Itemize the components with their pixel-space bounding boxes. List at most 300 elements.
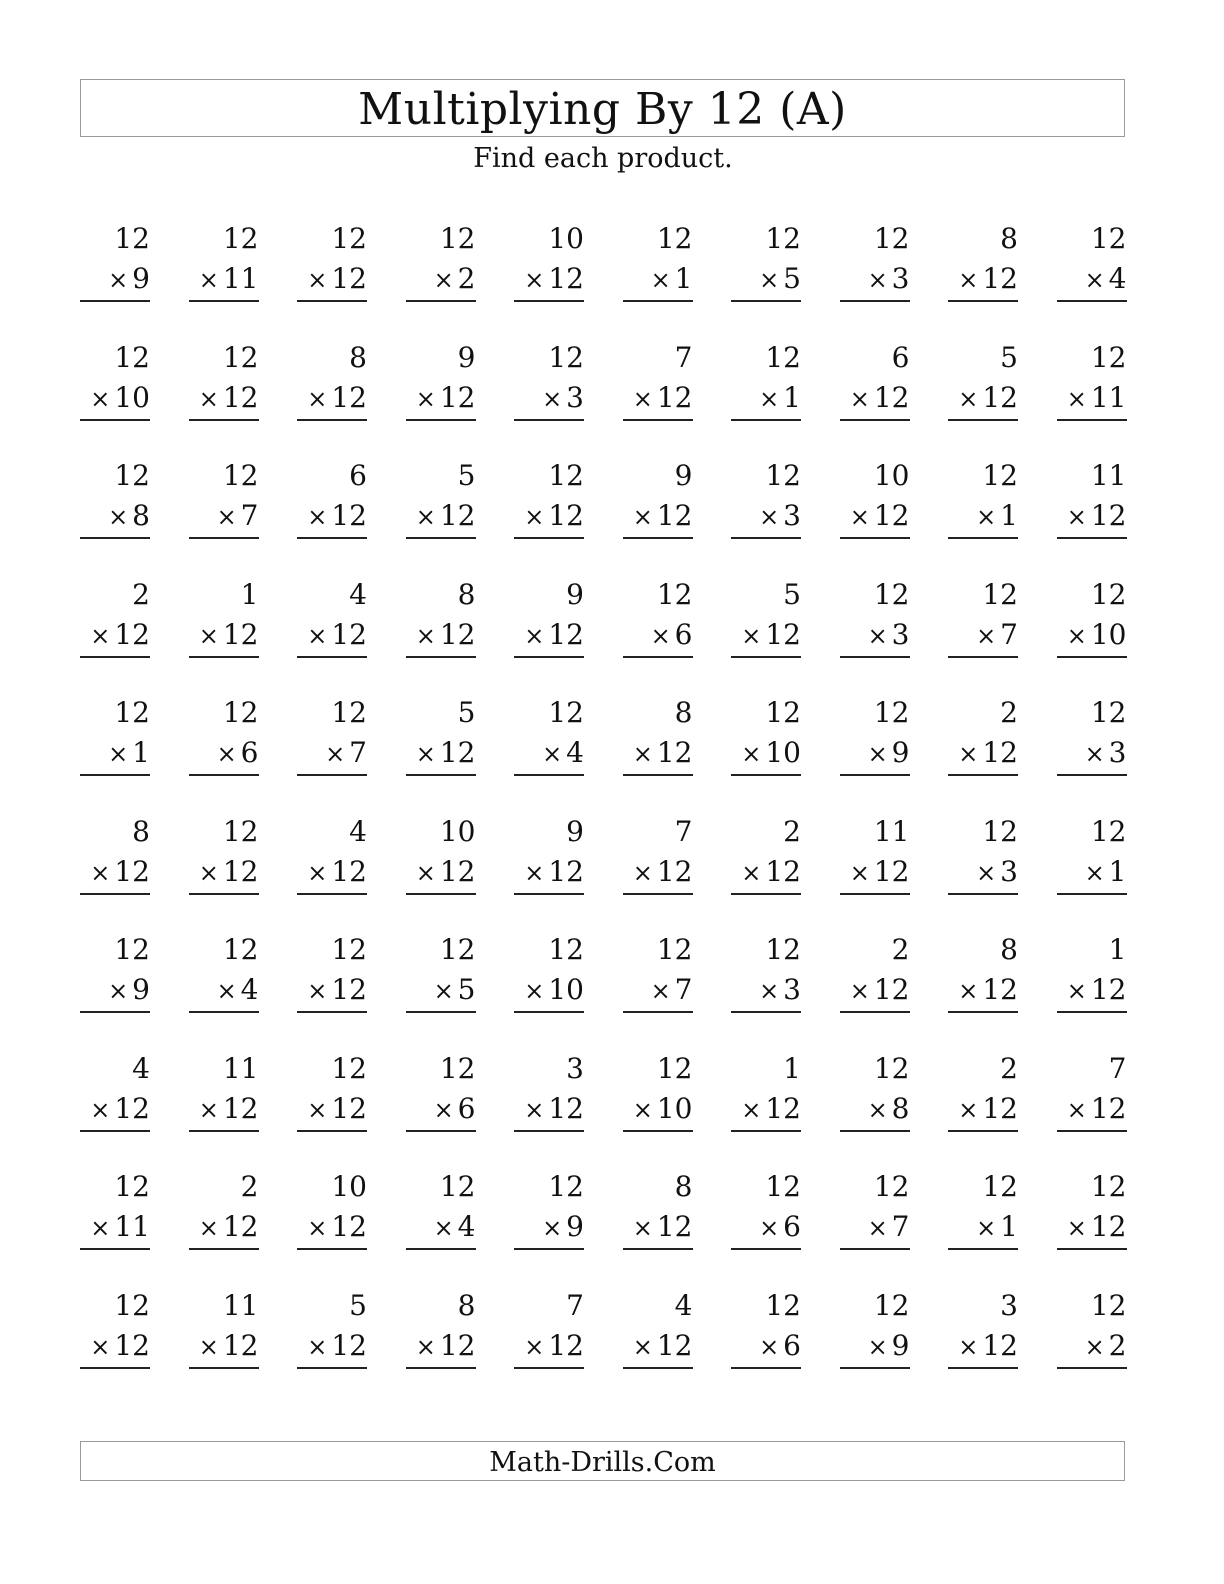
answer-line: [1057, 419, 1127, 421]
problem: [731, 459, 801, 539]
multiplicand: 4: [349, 814, 367, 848]
times-sign: ×: [542, 740, 563, 768]
times-sign: ×: [650, 977, 671, 1005]
problem: [297, 933, 367, 1013]
multiplier: 1: [1000, 499, 1018, 532]
times-sign: ×: [759, 266, 780, 294]
answer-line: [840, 1248, 910, 1250]
multiplicand: 1: [1108, 933, 1127, 966]
problem: [80, 459, 150, 539]
answer-line: [731, 1011, 801, 1013]
multiplicand: 8: [1000, 933, 1018, 966]
problem: [514, 341, 584, 421]
times-sign: ×: [524, 1095, 545, 1124]
times-sign: ×: [307, 977, 328, 1005]
problem: [514, 696, 584, 776]
problem: [80, 696, 150, 776]
times-sign: ×: [216, 977, 237, 1005]
times-sign: ×: [867, 1332, 888, 1361]
multiplier-line: [524, 973, 584, 1008]
times-sign: ×: [1066, 503, 1087, 531]
problem: [406, 459, 476, 539]
problem: [948, 696, 1018, 776]
multiplier-line: [651, 618, 693, 653]
times-sign: ×: [958, 1095, 979, 1124]
multiplier-line: [1067, 499, 1127, 534]
multiplicand: 10: [548, 222, 584, 255]
problem: [80, 933, 150, 1013]
multiplier: 12: [331, 1328, 367, 1362]
multiplier-line: [416, 855, 476, 890]
answer-line: [80, 419, 150, 421]
multiplier: 3: [891, 262, 910, 295]
multiplier: 7: [349, 736, 367, 769]
multiplier: 12: [548, 617, 584, 651]
times-sign: ×: [867, 621, 888, 650]
problem: [948, 1052, 1018, 1132]
answer-line: [297, 1011, 367, 1013]
answer-line: [189, 419, 259, 421]
problem: [406, 1170, 476, 1250]
answer-line: [731, 656, 801, 658]
times-sign: ×: [1066, 977, 1087, 1005]
times-sign: ×: [759, 977, 780, 1005]
problem: [297, 1052, 367, 1132]
answer-line: [1057, 1248, 1127, 1250]
problem: [623, 1052, 693, 1132]
answer-line: [840, 656, 910, 658]
times-sign: ×: [632, 1332, 653, 1361]
multiplicand: 9: [566, 577, 584, 611]
answer-line: [80, 1130, 150, 1132]
multiplier: 12: [222, 854, 259, 888]
problem: [189, 696, 259, 776]
answer-line: [948, 1011, 1018, 1013]
answer-line: [189, 1367, 259, 1369]
answer-line: [406, 1367, 476, 1369]
answer-line: [623, 419, 693, 421]
multiplicand: 12: [114, 1288, 150, 1322]
times-sign: ×: [307, 1332, 328, 1361]
problem: [514, 933, 584, 1013]
problem: [80, 815, 150, 895]
times-sign: ×: [524, 503, 545, 531]
answer-line: [840, 537, 910, 539]
multiplier: 12: [222, 380, 259, 414]
answer-line: [406, 537, 476, 539]
multiplicand: 12: [765, 1170, 801, 1203]
problem: [189, 815, 259, 895]
multiplicand: 12: [331, 222, 367, 255]
problem: [514, 815, 584, 895]
multiplier-line: [90, 618, 150, 653]
multiplicand: 6: [891, 340, 910, 374]
answer-line: [406, 656, 476, 658]
answer-line: [948, 300, 1018, 302]
multiplicand: 12: [331, 933, 367, 966]
problem: [731, 933, 801, 1013]
multiplier-line: [217, 499, 259, 534]
problem: [80, 1289, 150, 1369]
multiplier: 12: [1090, 1091, 1127, 1125]
multiplier: 12: [982, 973, 1018, 1006]
multiplicand: 1: [240, 577, 259, 611]
times-sign: ×: [741, 621, 762, 650]
answer-line: [80, 893, 150, 895]
multiplicand: 12: [548, 459, 584, 492]
multiplier: 12: [656, 854, 693, 888]
times-sign: ×: [108, 740, 129, 768]
answer-line: [514, 1130, 584, 1132]
answer-line: [80, 656, 150, 658]
times-sign: ×: [976, 621, 997, 650]
multiplier: 11: [222, 262, 259, 295]
multiplier: 9: [891, 736, 910, 769]
problem: [840, 815, 910, 895]
times-sign: ×: [90, 858, 111, 887]
multiplier: 12: [331, 262, 367, 295]
times-sign: ×: [849, 858, 870, 887]
times-sign: ×: [1066, 1095, 1087, 1124]
answer-line: [189, 656, 259, 658]
multiplicand: 12: [439, 933, 476, 966]
times-sign: ×: [759, 1214, 780, 1242]
times-sign: ×: [307, 858, 328, 887]
multiplicand: 11: [222, 1288, 259, 1322]
times-sign: ×: [542, 384, 563, 413]
multiplier: 12: [982, 380, 1018, 414]
multiplier-line: [199, 855, 259, 890]
multiplier-line: [868, 1092, 910, 1127]
answer-line: [731, 893, 801, 895]
problem: [80, 222, 150, 302]
multiplicand: 12: [1090, 1170, 1127, 1203]
times-sign: ×: [632, 1214, 653, 1242]
multiplier: 12: [331, 1210, 367, 1243]
answer-line: [1057, 656, 1127, 658]
answer-line: [731, 300, 801, 302]
multiplicand: 12: [656, 577, 693, 611]
times-sign: ×: [524, 858, 545, 887]
answer-line: [948, 656, 1018, 658]
multiplier: 1: [674, 262, 693, 295]
multiplicand: 12: [222, 459, 259, 492]
times-sign: ×: [650, 266, 671, 294]
multiplier: 3: [891, 617, 910, 651]
times-sign: ×: [325, 740, 346, 768]
multiplier-line: [759, 499, 801, 534]
times-sign: ×: [632, 740, 653, 768]
multiplicand: 12: [1090, 340, 1127, 374]
multiplicand: 12: [548, 696, 584, 729]
answer-line: [514, 774, 584, 776]
problem: [189, 1170, 259, 1250]
multiplicand: 12: [765, 933, 801, 966]
multiplier: 12: [1090, 1210, 1127, 1243]
multiplicand: 9: [566, 814, 584, 848]
multiplicand: 12: [982, 814, 1018, 848]
multiplier: 12: [873, 499, 910, 532]
multiplier-line: [307, 618, 367, 653]
problem: [514, 1052, 584, 1132]
multiplier: 12: [114, 617, 150, 651]
times-sign: ×: [958, 384, 979, 413]
times-sign: ×: [90, 1332, 111, 1361]
problem: [406, 1052, 476, 1132]
problem: [189, 1052, 259, 1132]
times-sign: ×: [650, 621, 671, 650]
multiplier-line: [1067, 618, 1127, 653]
multiplier-line: [307, 1329, 367, 1364]
answer-line: [189, 1011, 259, 1013]
problem: [406, 1289, 476, 1369]
times-sign: ×: [415, 621, 436, 650]
multiplicand: 5: [1000, 340, 1018, 374]
answer-line: [948, 419, 1018, 421]
answer-line: [406, 893, 476, 895]
answer-line: [1057, 1367, 1127, 1369]
multiplicand: 12: [982, 577, 1018, 611]
problem: [80, 1052, 150, 1132]
multiplier: 12: [656, 380, 693, 414]
multiplicand: 2: [132, 577, 150, 611]
problem: [623, 578, 693, 658]
multiplicand: 10: [873, 459, 910, 492]
answer-line: [189, 774, 259, 776]
multiplicand: 12: [222, 696, 259, 729]
multiplier: 12: [331, 973, 367, 1006]
instructions: Find each product.: [473, 143, 733, 174]
multiplier-line: [542, 1210, 584, 1245]
multiplier: 12: [114, 1328, 150, 1362]
times-sign: ×: [867, 1095, 888, 1124]
problem: [189, 933, 259, 1013]
multiplier: 4: [1108, 262, 1127, 295]
problem: [297, 341, 367, 421]
multiplier-line: [416, 618, 476, 653]
multiplier-line: [868, 736, 910, 771]
times-sign: ×: [198, 1214, 219, 1242]
answer-line: [623, 656, 693, 658]
answer-line: [623, 1130, 693, 1132]
problem: [948, 1170, 1018, 1250]
problem: [1057, 578, 1127, 658]
multiplicand: 5: [349, 1288, 367, 1322]
multiplier-line: [633, 855, 693, 890]
problem: [840, 578, 910, 658]
multiplier-line: [759, 1210, 801, 1245]
multiplicand: 8: [349, 340, 367, 374]
multiplicand: 4: [349, 577, 367, 611]
answer-line: [514, 1367, 584, 1369]
problem: [1057, 815, 1127, 895]
times-sign: ×: [415, 1332, 436, 1361]
times-sign: ×: [632, 384, 653, 413]
problem: [80, 341, 150, 421]
problem: [840, 1052, 910, 1132]
multiplier-line: [976, 499, 1018, 534]
multiplier-line: [759, 973, 801, 1008]
multiplicand: 10: [439, 814, 476, 848]
answer-line: [297, 774, 367, 776]
multiplier: 6: [674, 617, 693, 651]
answer-line: [189, 1130, 259, 1132]
problem: [731, 222, 801, 302]
multiplier: 8: [891, 1091, 910, 1125]
multiplicand: 12: [765, 459, 801, 492]
multiplicand: 10: [331, 1170, 367, 1203]
multiplicand: 8: [457, 1288, 476, 1322]
multiplicand: 12: [873, 1170, 910, 1203]
multiplier-line: [633, 499, 693, 534]
times-sign: ×: [632, 858, 653, 887]
multiplicand: 2: [240, 1170, 259, 1203]
times-sign: ×: [90, 1214, 111, 1242]
multiplier: 12: [548, 262, 584, 295]
answer-line: [840, 419, 910, 421]
multiplier-line: [307, 973, 367, 1008]
times-sign: ×: [433, 977, 454, 1005]
answer-line: [948, 1367, 1018, 1369]
times-sign: ×: [307, 503, 328, 531]
multiplier-line: [108, 499, 150, 534]
multiplicand: 12: [222, 814, 259, 848]
multiplicand: 2: [1000, 696, 1018, 729]
multiplicand: 4: [674, 1288, 693, 1322]
multiplier: 10: [548, 973, 584, 1006]
answer-line: [840, 774, 910, 776]
times-sign: ×: [524, 266, 545, 294]
multiplier-line: [307, 262, 367, 297]
answer-line: [80, 1011, 150, 1013]
answer-line: [189, 1248, 259, 1250]
times-sign: ×: [90, 384, 111, 413]
multiplicand: 2: [1000, 1051, 1018, 1085]
multiplier: 3: [783, 973, 801, 1006]
times-sign: ×: [741, 858, 762, 887]
multiplier: 12: [439, 617, 476, 651]
multiplier: 10: [656, 1091, 693, 1125]
multiplier-line: [217, 736, 259, 771]
times-sign: ×: [307, 1214, 328, 1242]
multiplier: 12: [439, 736, 476, 769]
multiplier-line: [741, 1092, 801, 1127]
problem: [406, 933, 476, 1013]
answer-line: [840, 1011, 910, 1013]
multiplier-line: [958, 262, 1018, 297]
times-sign: ×: [542, 1214, 563, 1242]
multiplier-line: [633, 736, 693, 771]
multiplicand: 12: [548, 340, 584, 374]
multiplicand: 7: [1108, 1051, 1127, 1085]
multiplier-line: [199, 618, 259, 653]
multiplier: 12: [765, 1091, 801, 1125]
answer-line: [80, 1367, 150, 1369]
multiplier: 10: [1090, 617, 1127, 651]
multiplier: 7: [891, 1210, 910, 1243]
times-sign: ×: [1084, 266, 1105, 294]
multiplicand: 11: [222, 1051, 259, 1085]
problem: [1057, 222, 1127, 302]
multiplier: 12: [873, 973, 910, 1006]
multiplicand: 12: [765, 222, 801, 255]
multiplicand: 12: [656, 933, 693, 966]
answer-line: [840, 300, 910, 302]
multiplier: 12: [656, 499, 693, 532]
problem: [840, 696, 910, 776]
problem: [406, 341, 476, 421]
answer-line: [948, 1130, 1018, 1132]
answer-line: [1057, 1130, 1127, 1132]
multiplier: 12: [331, 617, 367, 651]
answer-line: [623, 537, 693, 539]
problem: [948, 578, 1018, 658]
problem: [623, 1289, 693, 1369]
multiplier-line: [307, 1210, 367, 1245]
multiplier-line: [958, 381, 1018, 416]
multiplier: 12: [114, 1091, 150, 1125]
problem: [948, 341, 1018, 421]
times-sign: ×: [1084, 1332, 1105, 1361]
multiplier-line: [958, 1092, 1018, 1127]
multiplier: 1: [132, 736, 150, 769]
multiplier: 3: [566, 380, 584, 414]
multiplier-line: [90, 855, 150, 890]
multiplicand: 12: [114, 459, 150, 492]
times-sign: ×: [108, 503, 129, 531]
problem: [731, 1052, 801, 1132]
multiplicand: 8: [457, 577, 476, 611]
multiplicand: 12: [656, 222, 693, 255]
answer-line: [514, 300, 584, 302]
multiplier: 9: [132, 262, 150, 295]
multiplicand: 5: [457, 459, 476, 492]
multiplicand: 12: [222, 222, 259, 255]
problem: [297, 459, 367, 539]
multiplicand: 12: [873, 222, 910, 255]
answer-line: [297, 656, 367, 658]
times-sign: ×: [415, 503, 436, 531]
times-sign: ×: [198, 266, 219, 294]
multiplier: 12: [982, 736, 1018, 769]
answer-line: [297, 1367, 367, 1369]
answer-line: [297, 1248, 367, 1250]
times-sign: ×: [867, 266, 888, 294]
multiplicand: 12: [765, 696, 801, 729]
answer-line: [406, 774, 476, 776]
multiplier: 12: [765, 617, 801, 651]
multiplier-line: [108, 736, 150, 771]
multiplicand: 1: [783, 1051, 801, 1085]
answer-line: [406, 300, 476, 302]
multiplier-line: [199, 381, 259, 416]
problem: [731, 578, 801, 658]
multiplier-line: [307, 855, 367, 890]
problem: [189, 1289, 259, 1369]
times-sign: ×: [198, 1095, 219, 1124]
multiplier-line: [958, 1329, 1018, 1364]
multiplicand: 12: [873, 696, 910, 729]
multiplier: 4: [240, 973, 259, 1006]
times-sign: ×: [849, 977, 870, 1005]
multiplier: 7: [240, 499, 259, 532]
problem: [731, 341, 801, 421]
answer-line: [1057, 1011, 1127, 1013]
times-sign: ×: [849, 384, 870, 413]
multiplicand: 11: [873, 814, 910, 848]
multiplier-line: [1067, 1092, 1127, 1127]
multiplier: 2: [457, 262, 476, 295]
